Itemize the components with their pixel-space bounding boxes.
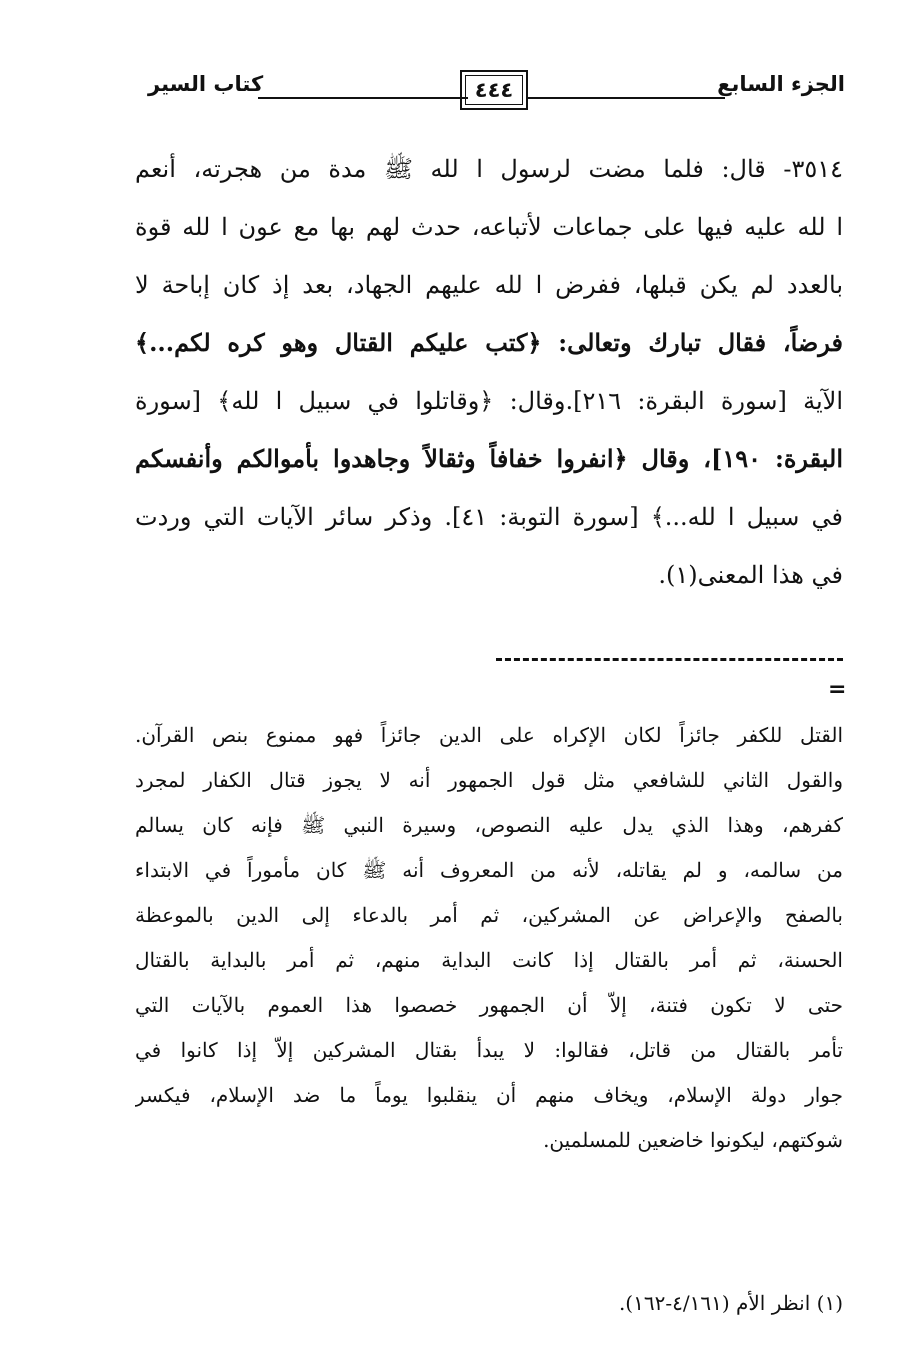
main-line-1: ٣٥١٤- قال: فلما مضت لرسول ا لله ﷺ مدة من هجرته، أنعم (135, 155, 843, 183)
page-number: ٤٤٤ (474, 78, 514, 102)
footnote-line-4: من سالمه، و لم يقاتله، لأنه من المعروف أنه ﷺ كان مأموراً في الابتداء (135, 858, 843, 882)
footnote-reference: (١) انظر الأم (٤/١٦١-١٦٢). (618, 1291, 843, 1315)
footnote-body (135, 713, 843, 1163)
footnote-line-9: جوار دولة الإسلام، ويخاف منهم أن ينقلبوا يوماً ما ضد الإسلام، فيكسر (135, 1083, 843, 1107)
book-title: كتاب السير (148, 72, 264, 96)
footnote-line-1: القتل للكفر جائزاً لكان الإكراه على الدين جائزاً فهو ممنوع بنص القرآن. (135, 723, 843, 747)
footnote-line-6: الحسنة، ثم أمر بالقتال إذا كانت البداية منهم، ثم أمر بالبداية بالقتال (135, 948, 843, 972)
footnote-line-5: بالصفح والإعراض عن المشركين، ثم أمر بالدعاء إلى الدين بالموعظة (135, 903, 843, 927)
main-line-2: ا لله عليه فيها على جماعات لأتباعه، حدث لهم بها مع عون ا لله قوة (135, 213, 843, 241)
footnote-line-8: تأمر بالقتال من قاتل، فقالوا: لا يبدأ بقتال المشركين إلاّ إذا كانوا في (135, 1038, 843, 1062)
page-number-frame (460, 70, 528, 110)
footnote-line-3: كفرهم، وهذا الذي يدل عليه النصوص، وسيرة النبي ﷺ فإنه كان يسالم (135, 813, 843, 837)
header-rule-left (258, 97, 468, 99)
main-line-4: فرضاً، فقال تبارك وتعالى: ﴿كتب عليكم القتال وهو كره لكم...﴾ (135, 328, 843, 357)
main-line-5: الآية [سورة البقرة: ٢١٦].وقال: ﴿وقاتلوا في سبيل ا لله﴾ [سورة (135, 387, 843, 415)
footnote-continuation-mark: = (828, 677, 847, 702)
running-header (130, 70, 845, 116)
main-line-7: في سبيل ا لله...﴾ [سورة التوبة: ٤١]. وذكر سائر الآيات التي وردت (135, 503, 843, 531)
footnote-line-2: والقول الثاني للشافعي مثل قول الجمهور أنه لا يجوز قتال الكفار لمجرد (135, 768, 843, 792)
main-paragraph (135, 140, 843, 604)
main-line-3: بالعدد لم يكن قبلها، ففرض ا لله عليهم الجهاد، بعد إذ كان إباحة لا (135, 271, 843, 299)
volume-title: الجزء السابع (717, 72, 845, 96)
header-rule-right (515, 97, 725, 99)
footnote-line-10: شوكتهم، ليكونوا خاضعين للمسلمين. (543, 1128, 843, 1152)
footnote-separator (496, 658, 843, 661)
main-line-8: في هذا المعنى(١). (658, 561, 843, 589)
footnote-line-7: حتى لا تكون فتنة، إلاّ أن الجمهور خصصوا هذا العموم بالآيات التي (135, 993, 843, 1017)
main-line-6: البقرة: ١٩٠]، وقال ﴿انفروا خفافاً وثقالاً وجاهدوا بأموالكم وأنفسكم (135, 444, 843, 473)
